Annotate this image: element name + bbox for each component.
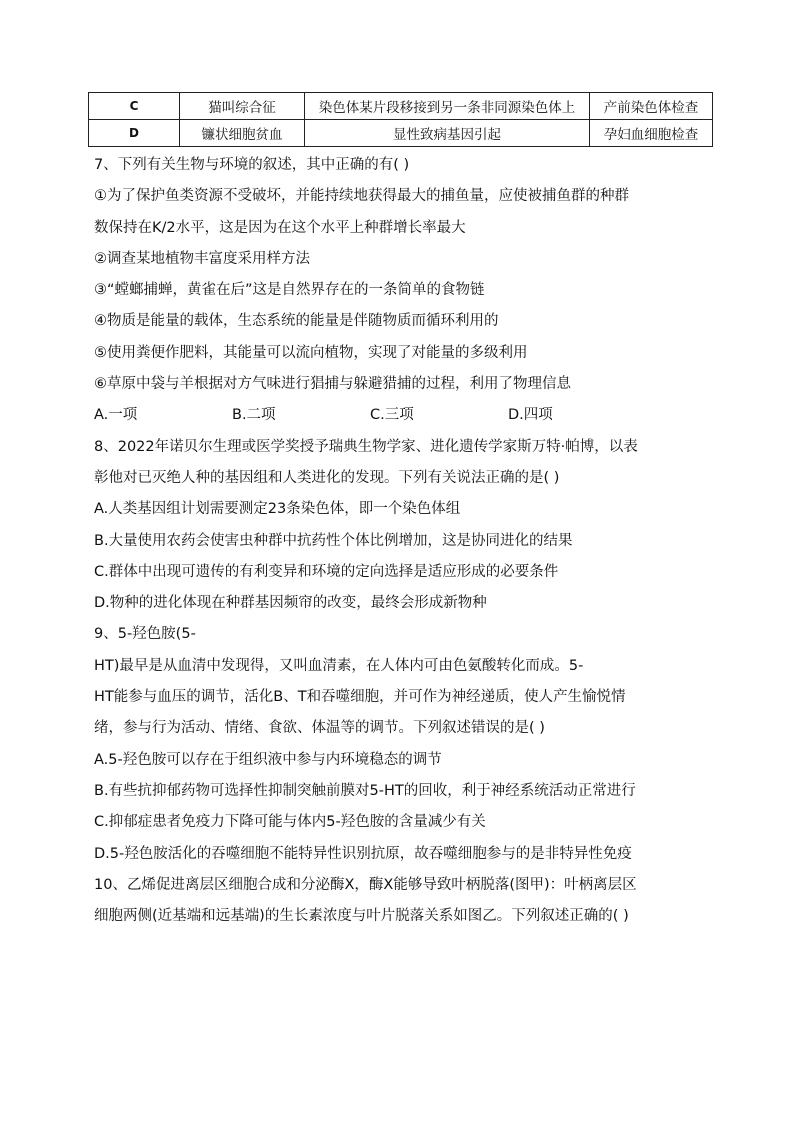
disease-name: 镰状细胞贫血: [180, 120, 305, 147]
q7-option-c: C.三项: [370, 407, 414, 424]
q7-statement-1b: 数保持在K/2水平，这是因为在这个水平上种群增长率最大: [94, 219, 466, 236]
q7-options: [94, 400, 714, 431]
q9-option-a: A.5-羟色胺可以存在于组织液中参与内环境稳态的调节: [94, 751, 442, 768]
q7-option-b: B.二项: [232, 407, 276, 424]
questions: [94, 150, 714, 932]
disease-check: 孕妇血细胞检查: [590, 120, 713, 147]
q8-option-d: D.物种的进化体现在种群基因频帘的改变，最终会形成新物种: [94, 595, 487, 612]
row-key: D: [89, 120, 180, 147]
q8-option-c: C.群体中出现可遗传的有利变异和环境的定向选择是适应形成的必要条件: [94, 563, 559, 580]
q9-option-d: D.5-羟色胺活化的吞噬细胞不能特异性识别抗原，故吞噬细胞参与的是非特异性免疫: [94, 845, 632, 862]
q10-stem-b: 细胞两侧(近基端和远基端)的生长素浓度与叶片脱落关系如图乙。下列叙述正确的( ): [94, 908, 629, 925]
disease-cause: 显性致病基因引起: [305, 120, 590, 147]
q9-stem-d: 绪，参与行为活动、情绪、食欲、体温等的调节。下列叙述错误的是( ): [94, 720, 545, 737]
disease-check: 产前染色体检查: [590, 93, 713, 120]
q7-option-a: A.一项: [94, 407, 138, 424]
table-row: [89, 120, 713, 147]
q7-stem: 7、下列有关生物与环境的叙述，其中正确的有( ): [94, 157, 410, 173]
q7-statement-6: ⑥草原中袋与羊根据对方气味进行猖捕与躲避猎捕的过程，利用了物理信息: [94, 376, 571, 393]
q7-statement-1a: ①为了保护鱼类资源不受破坏，并能持续地获得最大的捕鱼量，应使被捕鱼群的种群: [94, 188, 629, 205]
disease-table: [88, 92, 713, 147]
disease-cause: 染色体某片段移接到另一条非同源染色体上: [305, 93, 590, 120]
q10-stem-a: 10、乙烯促进离层区细胞合成和分泌酶X，酶X能够导致叶柄脱落(图甲)：叶柄离层区: [94, 876, 637, 893]
q8-stem-b: 彰他对已灭绝人种的基因组和人类进化的发现。下列有关说法正确的是( ): [94, 469, 560, 486]
q8-option-b: B.大量使用农药会使害虫种群中抗药性个体比例增加，这是协同进化的结果: [94, 532, 573, 549]
row-key: C: [89, 93, 180, 120]
table-row: [89, 93, 713, 120]
q7-statement-4: ④物质是能量的载体，生态系统的能量是伴随物质而循环利用的: [94, 313, 499, 330]
q8-stem-a: 8、2022年诺贝尔生理或医学奖授予瑞典生物学家、进化遗传学家斯万特·帕博，以表: [94, 438, 638, 455]
q9-stem-c: HT能参与血压的调节，活化B、T和吞噬细胞，并可作为神经递质，使人产生愉悦情: [94, 689, 626, 706]
q9-option-c: C.抑郁症患者免疫力下降可能与体内5-羟色胺的含量减少有关: [94, 814, 486, 831]
disease-name: 猫叫综合征: [180, 93, 305, 120]
q9-stem-b: HT)最早是从血清中发现得，又叫血清素，在人体内可由色氨酸转化而成。5-: [94, 657, 584, 674]
q8-option-a: A.人类基因组计划需要测定23条染色体，即一个染色体组: [94, 501, 461, 518]
q7-statement-2: ②调查某地植物丰富度采用样方法: [94, 250, 310, 267]
q7-statement-3: ③“螳螂捕蝉，黄雀在后”这是自然界存在的一条简单的食物链: [94, 282, 485, 299]
q7-statement-5: ⑤使用粪便作肥料，其能量可以流向植物，实现了对能量的多级利用: [94, 344, 528, 361]
q9-option-b: B.有些抗抑郁药物可选择性抑制突触前膜对5-HT的回收，利于神经系统活动正常进行: [94, 782, 636, 799]
q7-option-d: D.四项: [508, 407, 553, 424]
q9-stem-a: 9、5-羟色胺(5-: [94, 626, 196, 643]
